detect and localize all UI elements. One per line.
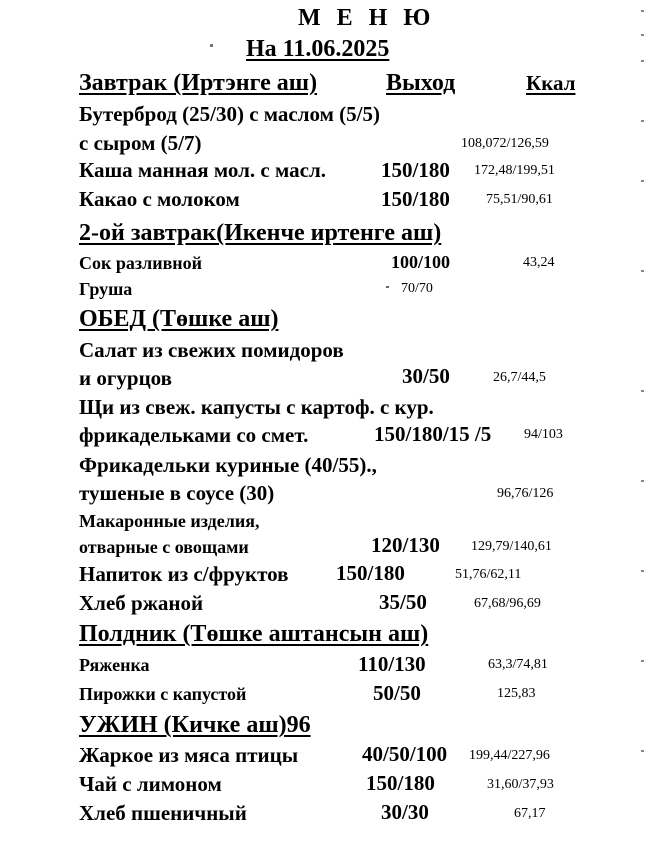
section-title-dinner: УЖИН (Кичке аш)96	[79, 712, 311, 738]
menu-item-kcal: 67,17	[514, 806, 546, 821]
menu-item-output: 150/180	[381, 187, 450, 211]
menu-item-kcal: 125,83	[497, 686, 536, 701]
menu-item-output: 50/50	[373, 681, 421, 705]
menu-item-kcal: 129,79/140,61	[471, 539, 552, 554]
page-title: М Е Н Ю	[298, 5, 436, 31]
section-title-second-breakfast: 2-ой завтрак(Икенче иртенге аш)	[79, 220, 442, 246]
menu-item-output: 30/50	[402, 364, 450, 388]
menu-item-output: 150/180/15 /5	[374, 422, 492, 446]
menu-item-output: 70/70	[401, 281, 433, 296]
menu-item-name-cont: фрикадельками со смет.	[79, 423, 309, 447]
menu-item-kcal: 43,24	[523, 255, 555, 270]
menu-item-kcal: 96,76/126	[497, 486, 554, 501]
menu-item-output: 110/130	[358, 652, 426, 676]
menu-item-name: Макаронные изделия,	[79, 511, 260, 531]
menu-item-kcal: 75,51/90,61	[486, 192, 553, 207]
menu-item-name: Жаркое из мяса птицы	[79, 743, 299, 767]
menu-item-name-cont: отварные с овощами	[79, 537, 249, 557]
menu-item-name: Какао с молоком	[79, 187, 240, 211]
section-title-lunch: ОБЕД (Төшке аш)	[79, 306, 279, 332]
menu-item-name-cont: и огурцов	[79, 366, 172, 390]
menu-item-output: 40/50/100	[362, 742, 448, 766]
menu-item-output: 30/30	[381, 800, 429, 824]
menu-item-kcal: 199,44/227,96	[469, 748, 550, 763]
section-title-breakfast: Завтрак (Иртэнге аш)	[79, 70, 318, 96]
menu-item-name: Чай с лимоном	[79, 772, 222, 796]
menu-item-output: 150/180	[381, 158, 450, 182]
menu-item-kcal: 51,76/62,11	[455, 567, 522, 582]
menu-item-kcal: 94/103	[524, 427, 563, 442]
scan-artifact-dots	[641, 10, 647, 810]
menu-item-name: Бутерброд (25/30) с маслом (5/5)	[79, 102, 381, 126]
menu-item-kcal: 172,48/199,51	[474, 163, 555, 178]
menu-item-kcal: 31,60/37,93	[487, 777, 554, 792]
menu-item-output: 150/180	[366, 771, 435, 795]
menu-item-output: 150/180	[336, 561, 405, 585]
menu-item-output: 35/50	[379, 590, 427, 614]
menu-item-output: 120/130	[371, 533, 440, 557]
menu-item-name: Каша манная мол. с масл.	[79, 158, 327, 182]
menu-item-kcal: 108,072/126,59	[461, 136, 549, 151]
menu-item-name: Салат из свежих помидоров	[79, 338, 344, 362]
menu-item-kcal: 67,68/96,69	[474, 596, 541, 611]
scan-artifact-speck	[210, 44, 213, 47]
menu-item-name-cont: с сыром (5/7)	[79, 131, 202, 155]
menu-item-name: Груша	[79, 279, 133, 299]
menu-item-kcal: 63,3/74,81	[488, 657, 548, 672]
scan-artifact-speck	[386, 286, 389, 288]
column-header-output: Выход	[386, 70, 456, 96]
menu-item-name: Щи из свеж. капусты с картоф. с кур.	[79, 395, 434, 419]
menu-item-name: Напиток из с/фруктов	[79, 562, 289, 586]
menu-item-name: Хлеб пшеничный	[79, 801, 247, 825]
menu-item-name: Ряженка	[79, 655, 150, 675]
menu-item-name: Хлеб ржаной	[79, 591, 204, 615]
menu-date: На 11.06.2025	[246, 36, 390, 62]
menu-item-name: Сок разливной	[79, 253, 203, 273]
menu-item-output: 100/100	[391, 252, 451, 272]
column-header-kcal: Ккал	[526, 71, 576, 95]
menu-item-name-cont: тушеные в соусе (30)	[79, 481, 275, 505]
menu-item-name: Пирожки с капустой	[79, 684, 247, 704]
menu-item-name: Фрикадельки куриные (40/55).,	[79, 453, 377, 477]
section-title-snack: Полдник (Төшке аштансын аш)	[79, 621, 429, 647]
menu-item-kcal: 26,7/44,5	[493, 370, 546, 385]
